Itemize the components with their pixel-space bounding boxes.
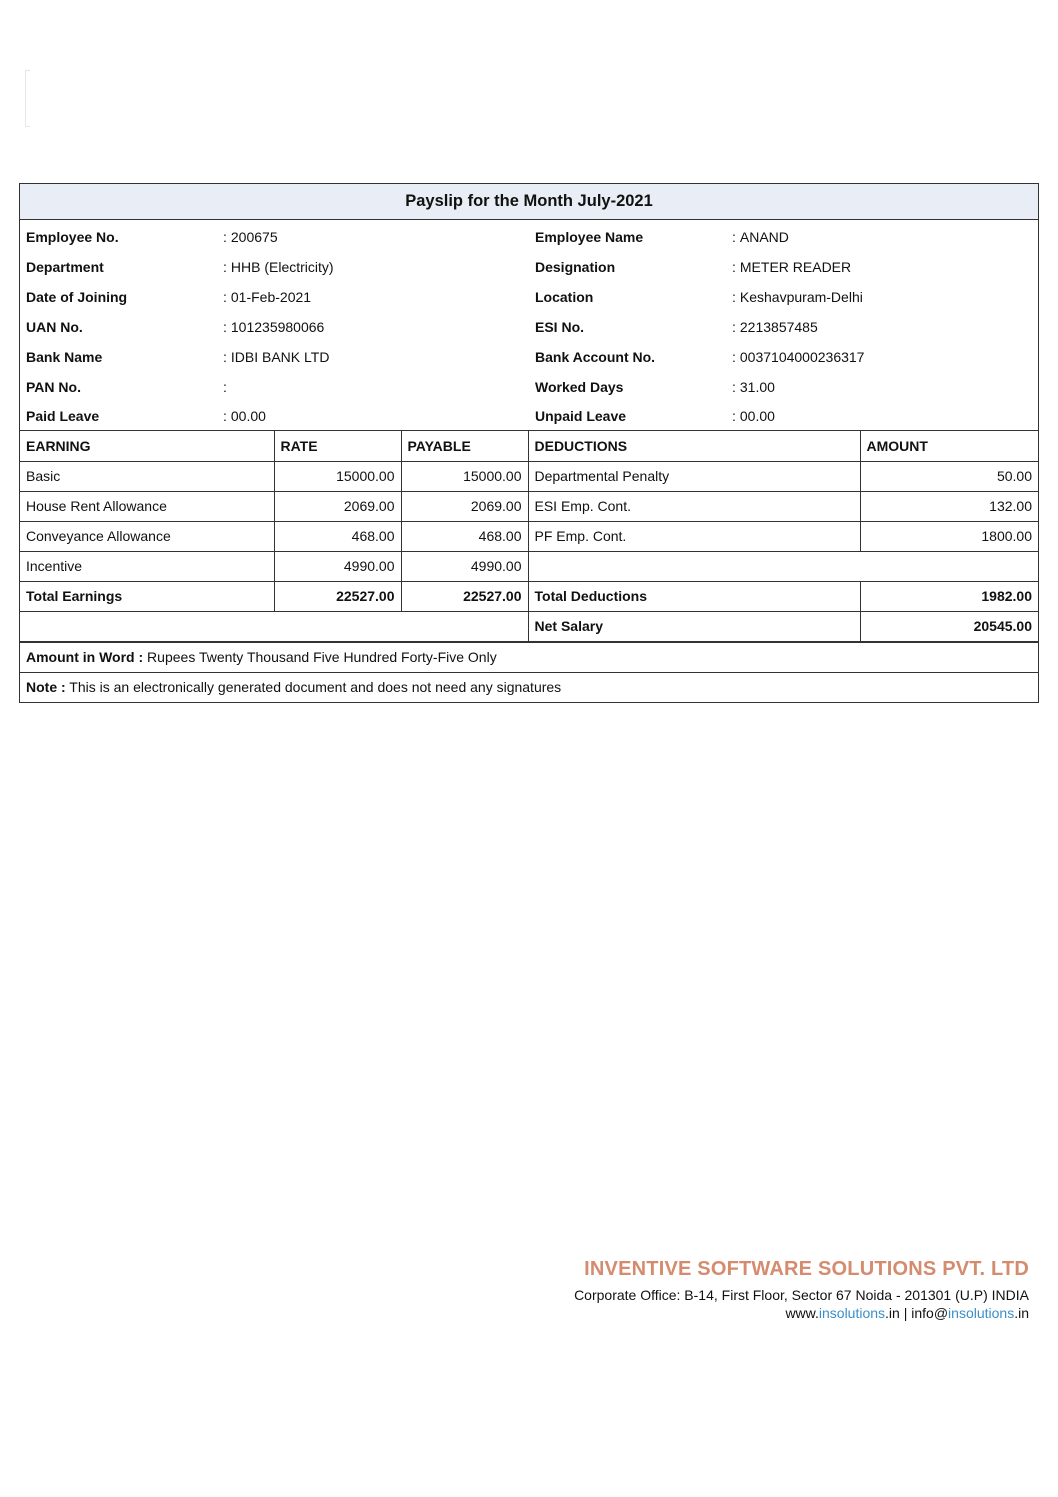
info-value: : METER READER — [732, 259, 852, 275]
info-label: Bank Account No. — [535, 349, 656, 365]
total-earnings-rate: 22527.00 — [274, 581, 401, 611]
earning-rate: 2069.00 — [274, 491, 401, 521]
info-label: UAN No. — [26, 319, 83, 335]
total-deductions-label: Total Deductions — [528, 581, 860, 611]
header-amount: AMOUNT — [860, 431, 1038, 461]
header-payable: PAYABLE — [401, 431, 528, 461]
earning-name: Basic — [20, 461, 274, 491]
info-row — [20, 312, 1038, 342]
web-suffix: .in | info@ — [885, 1305, 949, 1321]
logo-placeholder — [25, 70, 30, 127]
info-label: Designation — [535, 259, 616, 275]
info-value: : 2213857485 — [732, 319, 818, 335]
info-label: Bank Name — [26, 349, 103, 365]
earning-name: Incentive — [20, 551, 274, 581]
earning-name: House Rent Allowance — [20, 491, 274, 521]
info-label: Location — [535, 289, 594, 305]
web-prefix: www. — [785, 1305, 819, 1321]
info-value: : 101235980066 — [223, 319, 325, 335]
info-label: Department — [26, 259, 104, 275]
employee-info — [20, 220, 1038, 431]
net-salary-label: Net Salary — [528, 611, 860, 641]
total-earnings-label: Total Earnings — [20, 581, 274, 611]
info-value: : Keshavpuram-Delhi — [732, 289, 863, 305]
deduction-amount: 1800.00 — [860, 521, 1038, 551]
company-name: INVENTIVE SOFTWARE SOLUTIONS PVT. LTD — [584, 1258, 1029, 1280]
company-footer — [574, 1258, 1029, 1321]
info-label: Unpaid Leave — [535, 408, 627, 424]
note-label: Note : — [26, 679, 66, 695]
earning-rate: 4990.00 — [274, 551, 401, 581]
company-contact — [574, 1305, 1029, 1321]
net-salary-row — [20, 611, 1038, 641]
email-link[interactable]: insolutions — [948, 1305, 1015, 1321]
info-row — [20, 402, 1038, 430]
deduction-name: PF Emp. Cont. — [528, 521, 860, 551]
deduction-name: Departmental Penalty — [528, 461, 860, 491]
info-label: PAN No. — [26, 379, 81, 395]
header-earning: EARNING — [20, 431, 274, 461]
table-row — [20, 491, 1038, 521]
totals-row — [20, 581, 1038, 611]
info-row — [20, 282, 1038, 312]
earning-rate: 15000.00 — [274, 461, 401, 491]
info-value: : HHB (Electricity) — [223, 259, 334, 275]
info-value: : ANAND — [732, 229, 789, 245]
info-row — [20, 372, 1038, 402]
earning-rate: 468.00 — [274, 521, 401, 551]
empty-deduction-cell — [528, 551, 1038, 581]
empty-cell — [20, 611, 528, 641]
note-text: This is an electronically generated document and does not need any signatures — [65, 679, 562, 695]
earning-payable: 15000.00 — [401, 461, 528, 491]
info-value: : 0037104000236317 — [732, 349, 865, 365]
payslip — [19, 183, 1039, 703]
earnings-deductions-table — [20, 431, 1038, 642]
info-value: : 01-Feb-2021 — [223, 289, 312, 305]
earning-payable: 468.00 — [401, 521, 528, 551]
note — [20, 672, 1038, 702]
amount-in-word-label: Amount in Word : — [26, 649, 144, 665]
earning-name: Conveyance Allowance — [20, 521, 274, 551]
mail-suffix: .in — [1014, 1305, 1029, 1321]
info-value: : IDBI BANK LTD — [223, 349, 330, 365]
info-label: ESI No. — [535, 319, 585, 335]
table-row — [20, 521, 1038, 551]
info-value: : — [223, 379, 227, 395]
info-label: Paid Leave — [26, 408, 100, 424]
website-link[interactable]: insolutions — [818, 1305, 886, 1321]
table-header-row — [20, 431, 1038, 461]
info-value: : 00.00 — [223, 408, 266, 424]
info-value: : 31.00 — [732, 379, 775, 395]
info-row — [20, 222, 1038, 252]
info-row — [20, 342, 1038, 372]
header-deductions: DEDUCTIONS — [528, 431, 860, 461]
info-label: Worked Days — [535, 379, 624, 395]
info-value: : 200675 — [223, 229, 278, 245]
table-row — [20, 551, 1038, 581]
header-rate: RATE — [274, 431, 401, 461]
payslip-title: Payslip for the Month July-2021 — [20, 184, 1038, 220]
deduction-amount: 50.00 — [860, 461, 1038, 491]
amount-in-word-value: Rupees Twenty Thousand Five Hundred Forty-Five Only — [143, 649, 497, 665]
total-deductions-amount: 1982.00 — [860, 581, 1038, 611]
deduction-name: ESI Emp. Cont. — [528, 491, 860, 521]
amount-in-word — [20, 642, 1038, 672]
info-value: : 00.00 — [732, 408, 775, 424]
earning-payable: 2069.00 — [401, 491, 528, 521]
total-earnings-payable: 22527.00 — [401, 581, 528, 611]
info-label: Employee Name — [535, 229, 644, 245]
company-address: Corporate Office: B-14, First Floor, Sector 67 Noida - 201301 (U.P) INDIA — [574, 1287, 1029, 1303]
info-row — [20, 252, 1038, 282]
earning-payable: 4990.00 — [401, 551, 528, 581]
deduction-amount: 132.00 — [860, 491, 1038, 521]
info-label: Employee No. — [26, 229, 119, 245]
table-row — [20, 461, 1038, 491]
info-label: Date of Joining — [26, 289, 128, 305]
net-salary-amount: 20545.00 — [860, 611, 1038, 641]
